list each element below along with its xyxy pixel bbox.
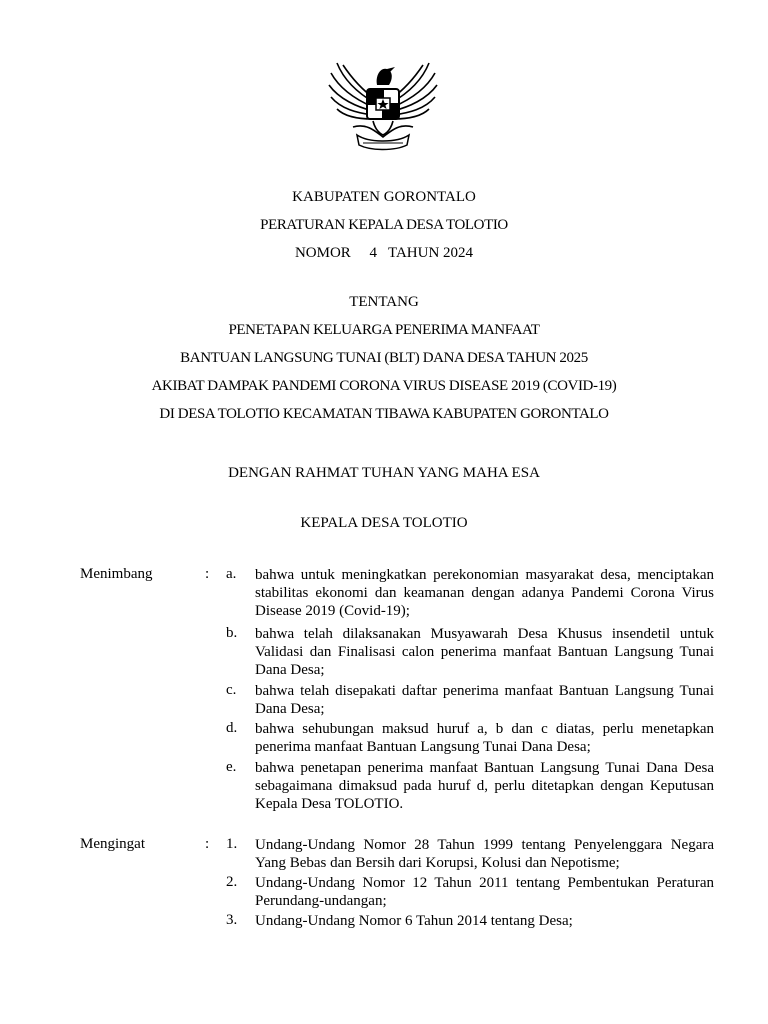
item-text: Undang-Undang Nomor 6 Tahun 2014 tentang Desa; [255, 913, 573, 929]
item-text: bahwa untuk meningkatkan perekonomian masyarakat desa, menciptakan stabilitas ekonomi dan keamanan dengan adanya Pandemi Corona Virus Disease 2019 (Covid-19); [255, 567, 714, 619]
official-title: KEPALA DESA TOLOTIO [300, 515, 468, 531]
regulation-number: NOMOR 4 TAHUN 2024 [294, 245, 474, 261]
menimbang-colon: : [205, 566, 210, 582]
item-marker: a. [226, 566, 237, 582]
item-marker: c. [226, 682, 237, 698]
regency-title: KABUPATEN GORONTALO [292, 189, 476, 205]
regulation-title: PERATURAN KEPALA DESA TOLOTIO [260, 217, 508, 233]
subject-line-4: DI DESA TOLOTIO KECAMATAN TIBAWA KABUPATEN GORONTALO [159, 406, 609, 422]
about-heading: TENTANG [349, 294, 419, 310]
item-text: bahwa penetapan penerima manfaat Bantuan Langsung Tunai Dana Desa sebagaimana dimaksud pada huruf d, perlu ditetapkan dengan Keputusan Kepala Desa TOLOTIO. [255, 760, 714, 812]
item-marker: d. [226, 720, 238, 736]
menimbang-label: Menimbang [80, 566, 153, 582]
item-text: Undang-Undang Nomor 28 Tahun 1999 tentang Penyelenggara Negara Yang Bebas dan Bersih dari Korupsi, Kolusi dan Nepotisme; [255, 837, 714, 871]
item-text: Undang-Undang Nomor 12 Tahun 2011 tentang Pembentukan Peraturan Perundang-undangan; [255, 875, 714, 909]
item-marker: 3. [226, 912, 238, 928]
mengingat-label: Mengingat [80, 836, 145, 852]
item-marker: 1. [226, 836, 238, 852]
item-text: bahwa telah dilaksanakan Musyawarah Desa Khusus insendetil untuk Validasi dan Finalisasi calon penerima manfaat Bantuan Langsung Tunai Dana Desa; [255, 626, 714, 678]
grace-formula: DENGAN RAHMAT TUHAN YANG MAHA ESA [228, 465, 540, 481]
subject-line-2: BANTUAN LANGSUNG TUNAI (BLT) DANA DESA TAHUN 2025 [180, 350, 588, 366]
item-text: bahwa telah disepakati daftar penerima manfaat Bantuan Langsung Tunai Dana Desa; [255, 683, 714, 717]
item-marker: e. [226, 759, 237, 775]
garuda-emblem-icon [323, 55, 443, 155]
item-marker: 2. [226, 874, 238, 890]
item-text: bahwa sehubungan maksud huruf a, b dan c diatas, perlu menetapkan penerima manfaat Bantuan Langsung Tunai Dana Desa; [255, 721, 714, 755]
subject-line-1: PENETAPAN KELUARGA PENERIMA MANFAAT [228, 322, 540, 338]
mengingat-colon: : [205, 836, 210, 852]
item-marker: b. [226, 625, 238, 641]
subject-line-3: AKIBAT DAMPAK PANDEMI CORONA VIRUS DISEASE 2019 (COVID-19) [151, 378, 617, 394]
